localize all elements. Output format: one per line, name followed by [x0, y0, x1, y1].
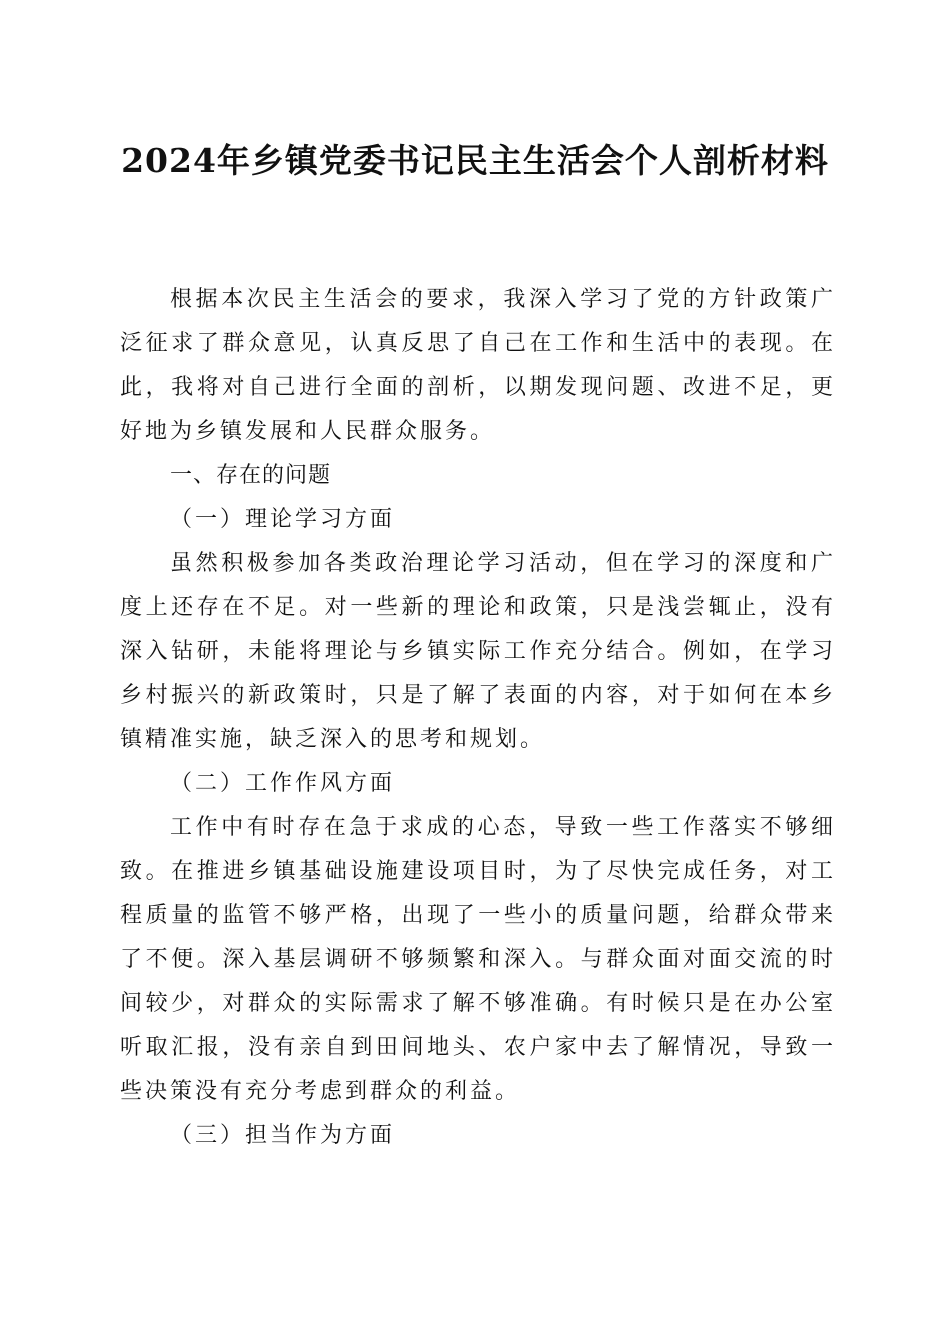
subsection-heading-theory-study: （一）理论学习方面 — [170, 507, 396, 532]
subsection-heading-work-style: （二）工作作风方面 — [170, 771, 396, 796]
document-title: 2024年乡镇党委书记民主生活会个人剖析材料 — [121, 141, 829, 180]
subsection-heading-responsibility: （三）担当作为方面 — [170, 1123, 396, 1148]
document-body — [120, 278, 836, 1158]
theory-study-paragraph: 虽然积极参加各类政治理论学习活动，但在学习的深度和广度上还存在不足。对一些新的理论和政策，只是浅尝辄止，没有深入钻研，未能将理论与乡镇实际工作充分结合。例如，在学习乡村振兴的新政策时，只是了解了表面的内容，对于如何在本乡镇精准实施，缺乏深入的思考和规划。 — [120, 551, 836, 752]
intro-paragraph: 根据本次民主生活会的要求，我深入学习了党的方针政策广泛征求了群众意见，认真反思了自己在工作和生活中的表现。在此，我将对自己进行全面的剖析，以期发现问题、改进不足，更好地为乡镇发展和人民群众服务。 — [120, 287, 836, 444]
work-style-paragraph: 工作中有时存在急于求成的心态，导致一些工作落实不够细致。在推进乡镇基础设施建设项目时，为了尽快完成任务，对工程质量的监管不够严格，出现了一些小的质量问题，给群众带来了不便。深入基层调研不够频繁和深入。与群众面对面交流的时间较少，对群众的实际需求了解不够准确。有时候只是在办公室听取汇报，没有亲自到田间地头、农户家中去了解情况，导致一些决策没有充分考虑到群众的利益。 — [120, 815, 836, 1104]
section-heading-problems: 一、存在的问题 — [170, 463, 332, 488]
